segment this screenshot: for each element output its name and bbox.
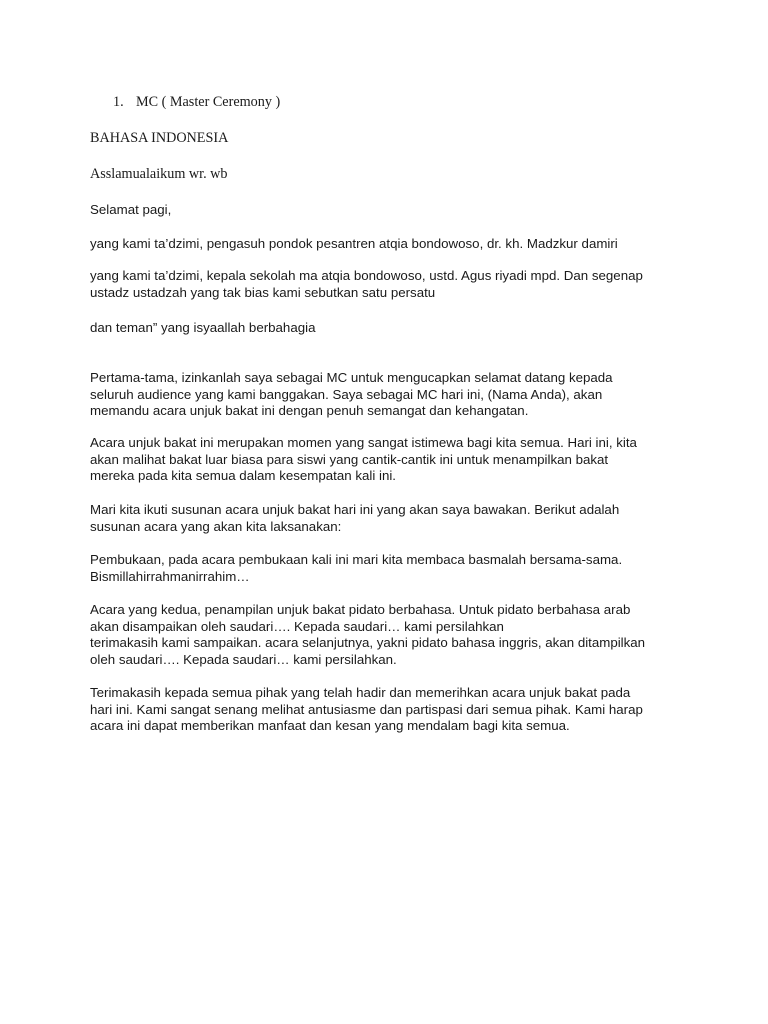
text-line: susunan acara yang akan kita laksanakan: xyxy=(90,518,342,534)
text-line: mereka pada kita semua dalam kesempatan kali ini. xyxy=(90,468,396,484)
greeting-line: Selamat pagi, xyxy=(90,202,172,217)
address-line-1: yang kami ta’dzimi, pengasuh pondok pesantren atqia bondowoso, dr. kh. Madzkur damiri xyxy=(90,236,618,251)
paragraph xyxy=(90,552,680,585)
text-line: Terimakasih kepada semua pihak yang telah hadir dan memerihkan acara unjuk bakat pada xyxy=(90,685,631,700)
paragraph xyxy=(90,685,680,735)
text-line: akan malihat bakat luar biasa para siswi yang cantik-cantik ini untuk menampilkan bakat xyxy=(90,451,609,467)
text-line: akan disampaikan oleh saudari…. Kepada saudari… kami persilahkan xyxy=(90,618,504,634)
text-line: Bismillahirrahmanirrahim… xyxy=(90,568,250,584)
list-item-title: MC ( Master Ceremony ) xyxy=(136,94,281,110)
paragraph xyxy=(90,370,680,420)
text-line: Acara unjuk bakat ini merupakan momen yang sangat istimewa bagi kita semua. Hari ini, kita xyxy=(90,435,637,450)
address-paragraph-2 xyxy=(90,268,680,301)
text-line: memandu acara unjuk bakat ini dengan penuh semangat dan kehangatan. xyxy=(90,403,529,419)
salam-line: Asslamualaikum wr. wb xyxy=(90,166,228,182)
text-line: yang kami ta’dzimi, kepala sekolah ma atqia bondowoso, ustd. Agus riyadi mpd. Dan segenap xyxy=(90,268,643,283)
text-line: Mari kita ikuti susunan acara unjuk bakat hari ini yang akan saya bawakan. Berikut adalah xyxy=(90,502,620,517)
text-line: Pembukaan, pada acara pembukaan kali ini mari kita membaca basmalah bersama-sama. xyxy=(90,552,623,567)
paragraph xyxy=(90,435,680,485)
text-line: Pertama-tama, izinkanlah saya sebagai MC untuk mengucapkan selamat datang kepada xyxy=(90,370,613,385)
text-line: Acara yang kedua, penampilan unjuk bakat pidato berbahasa. Untuk pidato berbahasa arab xyxy=(90,602,631,617)
text-line: ustadz ustadzah yang tak bias kami sebutkan satu persatu xyxy=(90,284,436,300)
address-line-3: dan teman” yang isyaallah berbahagia xyxy=(90,320,316,335)
text-line: hari ini. Kami sangat senang melihat antusiasme dan partispasi dari semua pihak. Kami harap xyxy=(90,701,643,717)
paragraph xyxy=(90,602,680,668)
text-line: terimakasih kami sampaikan. acara selanjutnya, yakni pidato bahasa inggris, akan ditampilkan xyxy=(90,635,646,651)
text-line: oleh saudari…. Kepada saudari… kami persilahkan. xyxy=(90,651,397,667)
list-number: 1. xyxy=(113,94,124,110)
language-heading: BAHASA INDONESIA xyxy=(90,130,229,146)
paragraph xyxy=(90,502,680,535)
text-line: acara ini dapat memberikan manfaat dan kesan yang mendalam bagi kita semua. xyxy=(90,718,570,734)
text-line: seluruh audience yang kami banggakan. Saya sebagai MC hari ini, (Nama Anda), akan xyxy=(90,386,603,402)
